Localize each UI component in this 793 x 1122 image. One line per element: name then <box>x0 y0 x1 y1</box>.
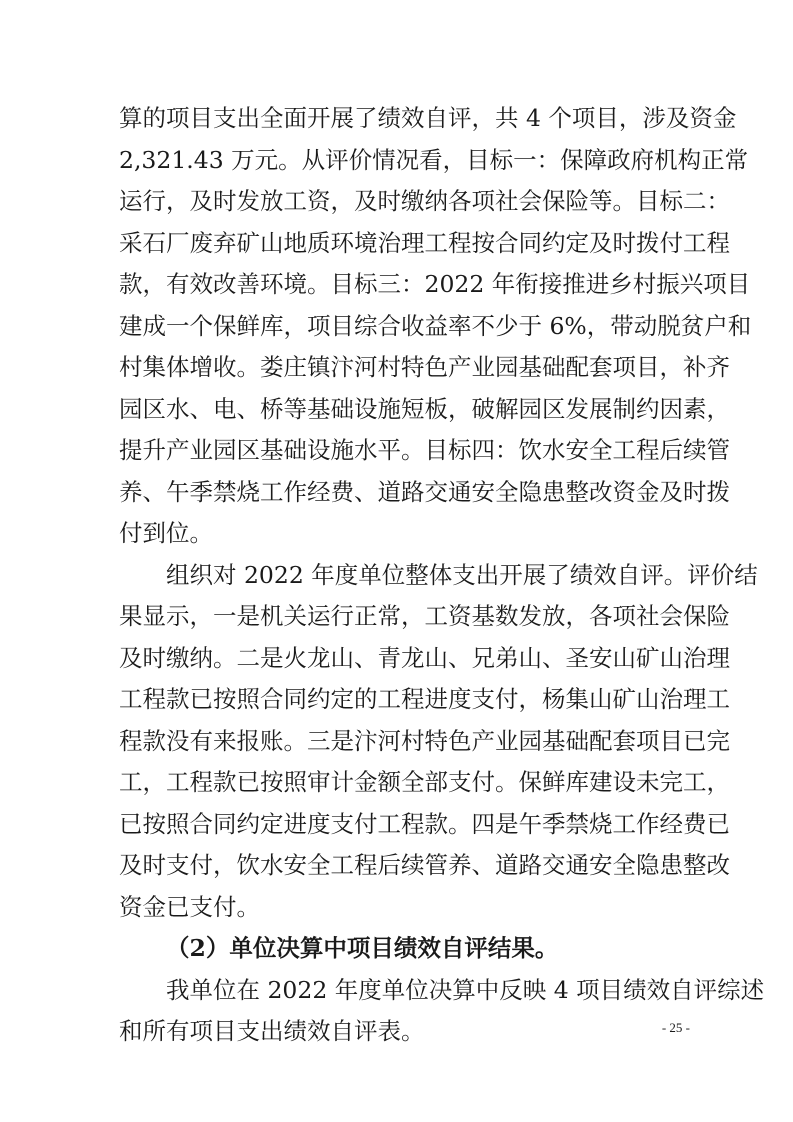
paragraph-line: 已按照合同约定进度支付工程款。四是午季禁烧工作经费已 <box>119 809 730 838</box>
paragraph-line: 工，工程款已按照审计金额全部支付。保鲜库建设未完工， <box>119 768 730 796</box>
paragraph-line: 村集体增收。娄庄镇汴河村特色产业园基础配套项目，补齐 <box>119 353 730 381</box>
paragraph-line: 款，有效改善环境。目标三：2022 年衔接推进乡村振兴项目 <box>119 270 751 298</box>
paragraph-line: 及时缴纳。二是火龙山、青龙山、兄弟山、圣安山矿山治理 <box>119 643 730 672</box>
paragraph-line: 提升产业园区基础设施水平。目标四：饮水安全工程后续管 <box>119 436 730 464</box>
paragraph-line: 养、午季禁烧工作经费、道路交通安全隐患整改资金及时拨 <box>119 477 730 506</box>
paragraph-line: 组织对 2022 年度单位整体支出开展了绩效自评。评价结 <box>166 560 758 589</box>
paragraph-line: 建成一个保鲜库，项目综合收益率不少于 6%，带动脱贫户和 <box>119 311 752 340</box>
paragraph-line: 我单位在 2022 年度单位决算中反映 4 项目绩效自评综述 <box>166 975 765 1004</box>
paragraph-line: 运行，及时发放工资，及时缴纳各项社会保险等。目标二： <box>119 187 730 215</box>
paragraph-line: 园区水、电、桥等基础设施短板，破解园区发展制约因素， <box>119 394 730 423</box>
paragraph-line: 采石厂废弃矿山地质环境治理工程按合同约定及时拨付工程 <box>119 228 730 257</box>
paragraph-line: 和所有项目支出绩效自评表。 <box>119 1017 425 1045</box>
paragraph-line: 及时支付，饮水安全工程后续管养、道路交通安全隐患整改 <box>119 851 730 879</box>
paragraph-line: 算的项目支出全面开展了绩效自评，共 4 个项目，涉及资金 <box>119 104 737 132</box>
paragraph-line: 2,321.43 万元。从评价情况看，目标一：保障政府机构正常 <box>119 145 749 174</box>
paragraph-line: 资金已支付。 <box>119 892 260 921</box>
page-number: - 25 - <box>661 1020 690 1035</box>
paragraph-line: 果显示，一是机关运行正常，工资基数发放，各项社会保险 <box>119 602 730 630</box>
paragraph-line: 程款没有来报账。三是汴河村特色产业园基础配套项目已完 <box>119 726 730 755</box>
paragraph-line: 付到位。 <box>119 519 213 547</box>
section-heading: （2）单位决算中项目绩效自评结果。 <box>166 934 559 962</box>
paragraph-line: 工程款已按照合同约定的工程进度支付，杨集山矿山治理工 <box>119 685 730 713</box>
